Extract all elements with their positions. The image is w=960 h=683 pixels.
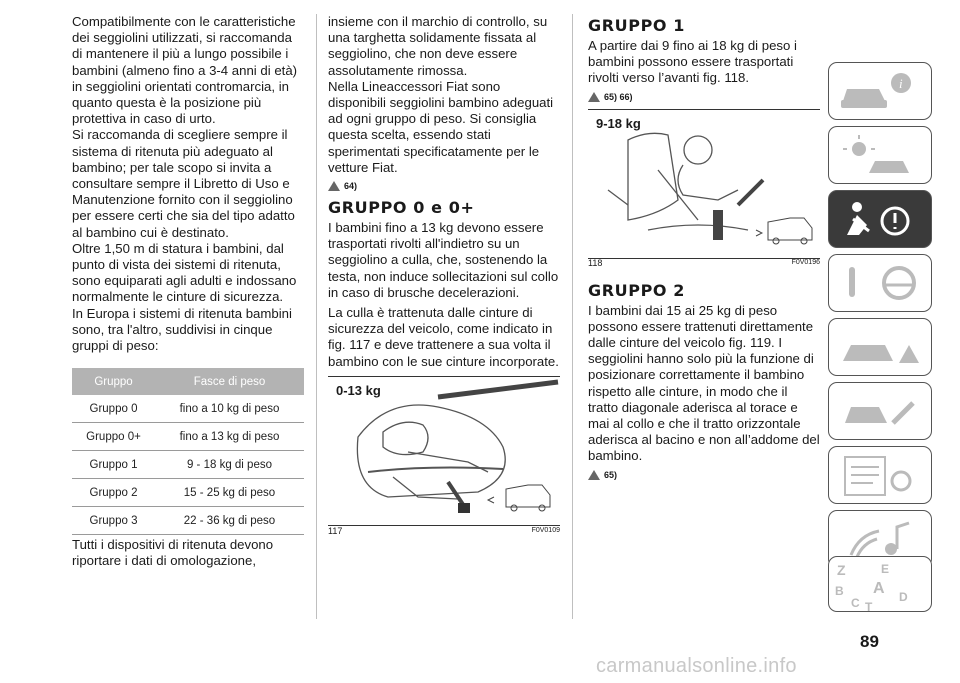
tab-safety[interactable] (828, 190, 932, 248)
paragraph: Si raccomanda di scegliere sempre il sistema di ritenuta più adeguato al bambino; per tale scopo si invita a consultare sempre il Libretto di Uso e Manutenzione fornito con il seggiolino per essere certi che sia del tipo adatto al bambino cui è destinato. (72, 127, 295, 240)
table-cell: 15 - 25 kg di peso (155, 479, 304, 507)
paragraph: insieme con il marchio di controllo, su una targhetta solidamente fissata al seggiolino, che non deve essere assolutamente rimossa. (328, 14, 548, 78)
warning-ref-text: 64) (344, 180, 358, 191)
column-3 (588, 14, 820, 487)
table-row (72, 423, 304, 451)
watermark: carmanualsonline.info (596, 655, 797, 677)
section-heading: GRUPPO 1 (588, 16, 686, 35)
index-letter: D (899, 590, 908, 604)
table-cell: Gruppo 0+ (72, 423, 155, 451)
paragraph: La culla è trattenuta dalle cinture di sicurezza del veicolo, come indicato in fig. 117 e deve trattenere a sua volta il bambino con le sue cinture incorporate. (328, 305, 559, 369)
warning-ref-text: 65) 66) (604, 91, 633, 102)
warning-reference (588, 90, 820, 104)
index-icon (829, 557, 933, 613)
table-cell: Gruppo 0 (72, 395, 155, 423)
tab-technical-data[interactable] (828, 446, 932, 504)
tab-emergency[interactable] (828, 318, 932, 376)
section-heading: GRUPPO 0 e 0+ (328, 198, 475, 218)
figure-118 (588, 109, 820, 269)
index-letter: C (851, 596, 860, 610)
belt-buckle (713, 210, 723, 240)
table-cell: fino a 13 kg di peso (155, 423, 304, 451)
table-cell: 22 - 36 kg di peso (155, 507, 304, 535)
figure-label: 0-13 kg (336, 382, 381, 398)
van-side-icon (488, 485, 550, 511)
table-cell: Gruppo 3 (72, 507, 155, 535)
figure-code: F0V0196 (791, 259, 820, 267)
starting-driving-icon (829, 255, 933, 313)
column-divider (572, 14, 573, 619)
figure-number: 118 (588, 258, 603, 269)
section-heading: GRUPPO 2 (588, 280, 686, 300)
warning-icon (588, 470, 600, 480)
paragraph: Tutti i dispositivi di ritenuta devono riportare i dati di omologazione, (72, 537, 274, 569)
index-letter: A (873, 580, 885, 597)
paragraph: Compatibilmente con le caratteristiche dei seggiolini utilizzati, si raccomanda di mantenere il più a lungo possibile i bambini (almeno fino a 3-4 anni di età) in seggiolini orientati contromarcia, in quanto questa è la posizione più protettiva in caso di urto. (72, 14, 298, 127)
table-header: Gruppo (72, 368, 155, 395)
table-row (72, 479, 304, 507)
table-row (72, 395, 304, 423)
technical-data-icon (829, 447, 933, 505)
belt-buckle (458, 503, 470, 513)
index-letter: E (881, 562, 890, 576)
maintenance-icon (829, 383, 933, 441)
figure-label: 9-18 kg (596, 115, 641, 131)
table-cell: Gruppo 2 (72, 479, 155, 507)
column-1 (72, 14, 304, 570)
paragraph: A partire dai 9 fino ai 18 kg di peso i bambini possono essere trasportati rivolti verso l’avanti fig. 118. (588, 38, 797, 86)
van-side-icon (756, 218, 812, 244)
tab-index[interactable] (828, 556, 932, 612)
table-row (72, 451, 304, 479)
figure-number: 117 (328, 525, 343, 536)
tab-starting-driving[interactable] (828, 254, 932, 312)
table-cell: fino a 10 kg di peso (155, 395, 304, 423)
tab-dashboard-lights[interactable] (828, 126, 932, 184)
table-cell: Gruppo 1 (72, 451, 155, 479)
paragraph: In Europa i sistemi di ritenuta bambini sono, tra l'altro, suddivisi in cinque gruppi di peso: (72, 305, 292, 354)
warning-reference (328, 179, 560, 193)
paragraph: I bambini dai 15 ai 25 kg di peso possono essere trattenuti direttamente dalle cinture del veicolo fig. 119. I seggiolini hanno solo più la funzione di posizionare correttamente il bambino rispetto alle cinture, in modo che il tratto diagonale aderisca al torace e mai al collo e che il tratto orizzontale aderisca al bacino e non all’addome del bambino. (588, 302, 820, 464)
index-letter: T (865, 600, 873, 613)
emergency-icon (829, 319, 933, 377)
warning-icon (588, 92, 600, 102)
safety-airbag-icon (829, 191, 933, 249)
figure-117 (328, 376, 560, 536)
dashboard-lights-icon (829, 127, 933, 185)
svg-text:i: i (899, 76, 903, 91)
index-letter: Z (837, 562, 846, 578)
car-info-icon (829, 63, 933, 121)
warning-reference (588, 468, 820, 482)
column-divider (316, 14, 317, 619)
table-row (72, 507, 304, 535)
paragraph: Oltre 1,50 m di statura i bambini, dal punto di vista dei sistemi di ritenuta, sono equiparati agli adulti e indossano normalmente le cinture di sicurezza. (72, 240, 297, 305)
column-2 (328, 14, 560, 536)
tab-maintenance[interactable] (828, 382, 932, 440)
paragraph: Nella Lineaccessori Fiat sono disponibili seggiolini bambino adeguati ad ogni gruppo di peso. Si consiglia questa scelta, essendo stati sperimentati specificatamente per le vetture Fiat. (328, 78, 554, 175)
warning-ref-text: 65) (604, 469, 618, 480)
paragraph: I bambini fino a 13 kg devono essere trasportati rivolti all'indietro su un seggiolino a culla, che, sostenendo la testa, non induce sollecitazioni sul collo in caso di brusche decelerazioni. (328, 220, 559, 300)
index-letter: B (835, 584, 844, 598)
warning-icon (328, 181, 340, 191)
weight-group-table (72, 368, 304, 535)
tab-car-info[interactable] (828, 62, 932, 120)
page-number: 89 (860, 632, 879, 651)
figure-code: F0V0109 (531, 526, 560, 534)
table-cell: 9 - 18 kg di peso (155, 451, 304, 479)
table-header: Fasce di peso (155, 368, 304, 395)
